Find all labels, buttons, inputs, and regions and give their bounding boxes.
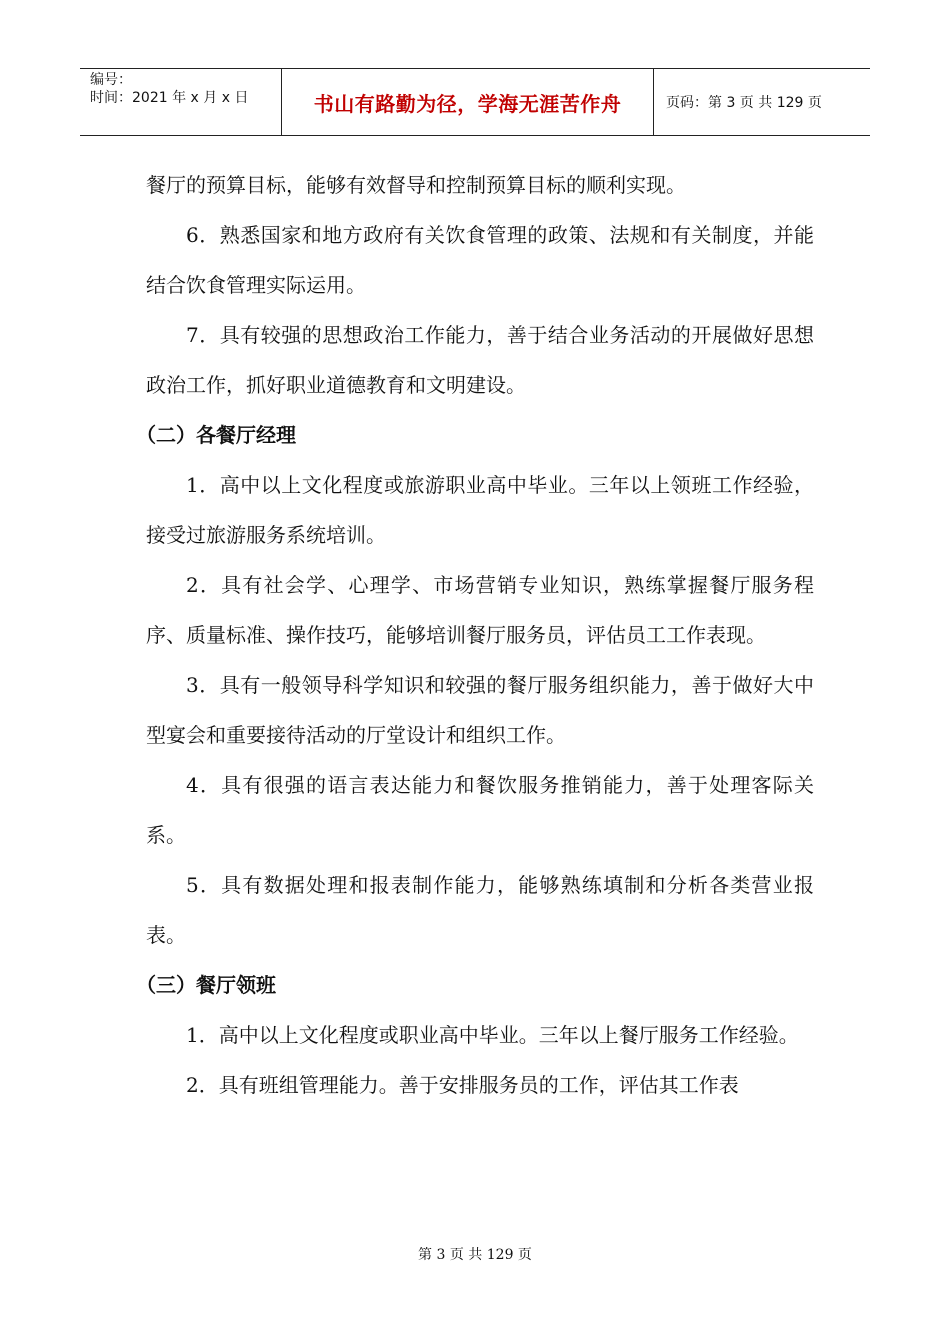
paragraph: 5．具有数据处理和报表制作能力，能够熟练填制和分析各类营业报表。 [146,873,814,947]
paragraph: 1．高中以上文化程度或旅游职业高中毕业。三年以上领班工作经验，接受过旅游服务系统培训。 [146,473,814,547]
paragraph: 4．具有很强的语言表达能力和餐饮服务推销能力，善于处理客际关系。 [146,773,814,847]
header-motto: 书山有路勤为径，学海无涯苦作舟 [282,69,654,135]
paragraph: 7．具有较强的思想政治工作能力，善于结合业务活动的开展做好思想政治工作，抓好职业道德教育和文明建设。 [146,323,814,397]
document-header [80,68,870,136]
section-heading: （三）餐厅领班 [136,973,276,997]
paragraph: 2．具有班组管理能力。善于安排服务员的工作，评估其工作表 [186,1073,739,1097]
page-footer: 第 3 页 共 129 页 [418,1247,532,1263]
paragraph: 1．高中以上文化程度或职业高中毕业。三年以上餐厅服务工作经验。 [186,1023,799,1047]
paragraph: 2．具有社会学、心理学、市场营销专业知识，熟练掌握餐厅服务程序、质量标准、操作技巧，能够培训餐厅服务员，评估员工工作表现。 [146,573,814,647]
header-page-info: 页码：第 3 页 共 129 页 [666,95,822,111]
date-label: 时间：2021 年 x 月 x 日 [90,90,249,106]
paragraph: 6．熟悉国家和地方政府有关饮食管理的政策、法规和有关制度，并能结合饮食管理实际运用。 [146,223,814,297]
paragraph: 餐厅的预算目标，能够有效督导和控制预算目标的顺利实现。 [146,173,686,197]
document-body [136,160,814,1110]
header-meta [80,69,282,135]
number-label: 编号： [90,72,132,88]
paragraph: 3．具有一般领导科学知识和较强的餐厅服务组织能力，善于做好大中型宴会和重要接待活动的厅堂设计和组织工作。 [146,673,814,747]
section-heading: （二）各餐厅经理 [136,423,296,447]
